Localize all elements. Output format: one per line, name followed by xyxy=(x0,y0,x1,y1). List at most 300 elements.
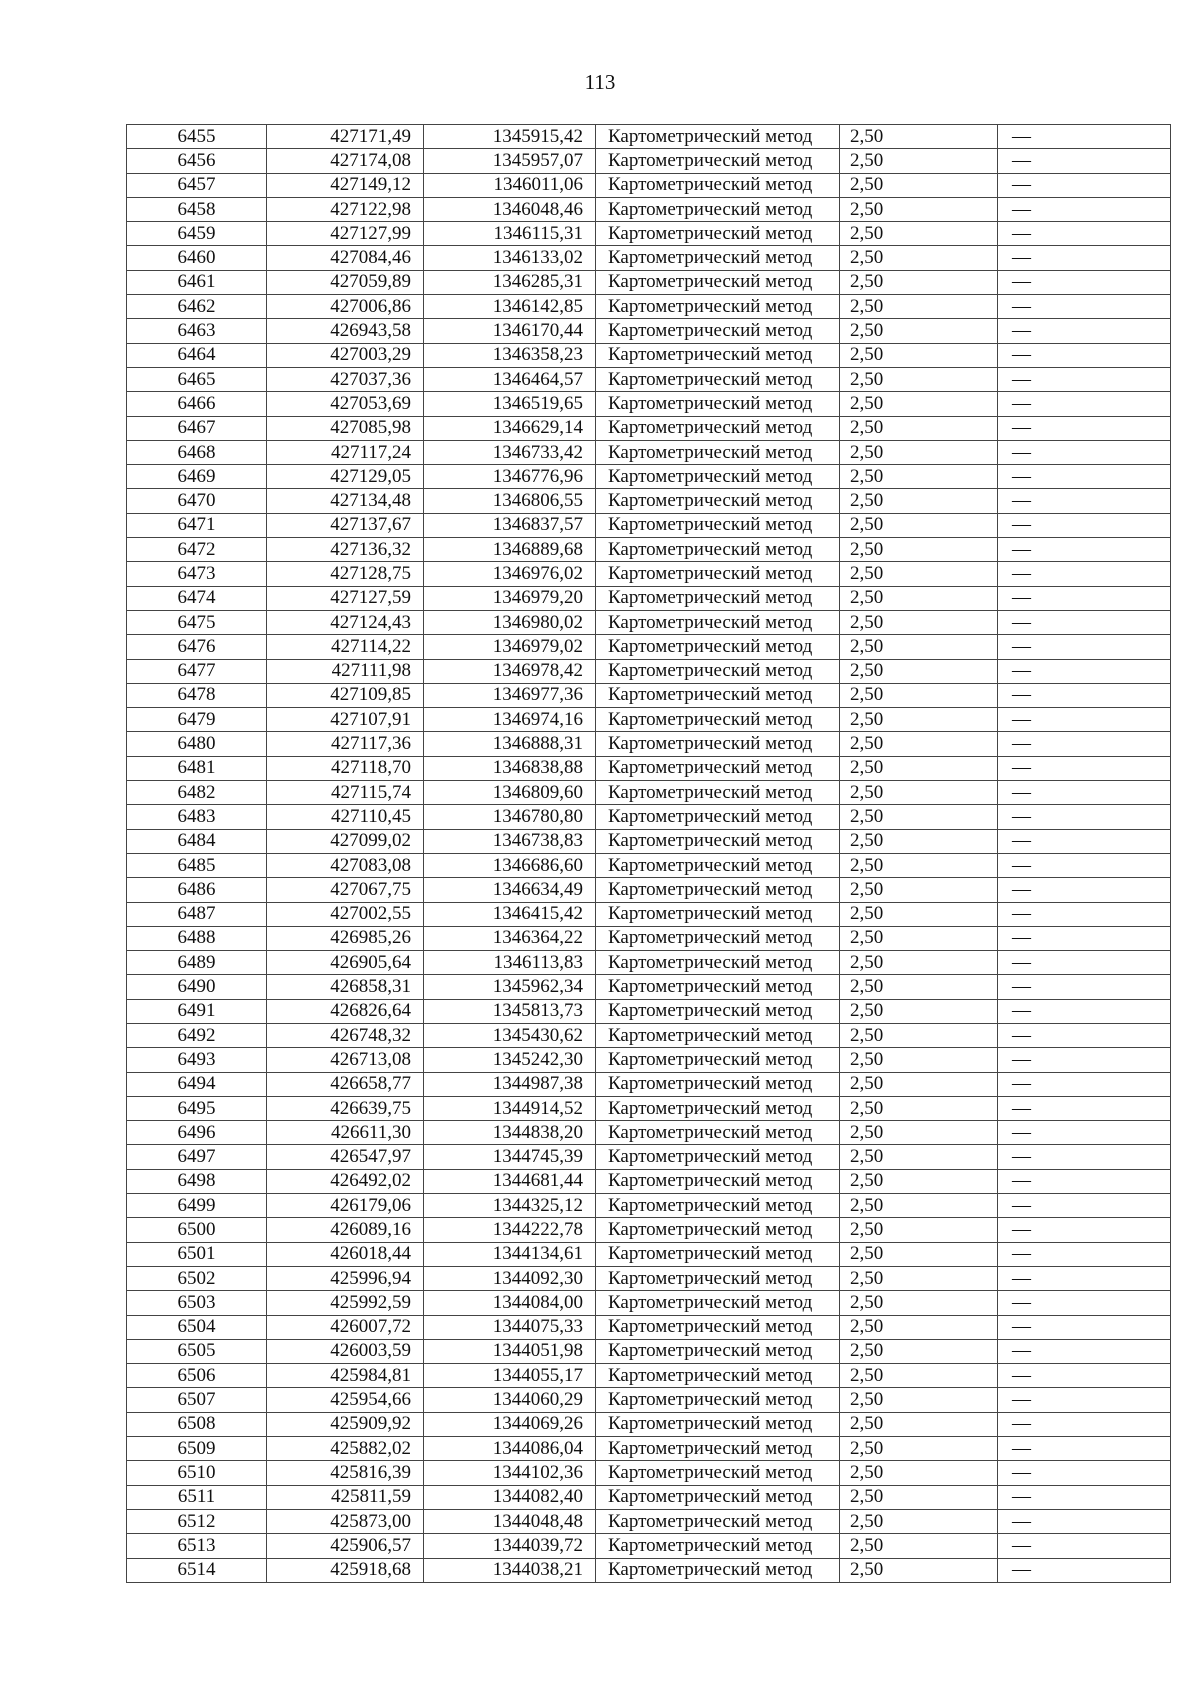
x-coordinate-cell: 427129,05 xyxy=(267,465,424,489)
x-coordinate-cell: 427111,98 xyxy=(267,659,424,683)
accuracy-cell: 2,50 xyxy=(840,999,998,1023)
point-number-cell: 6458 xyxy=(127,197,267,221)
x-coordinate-cell: 426003,59 xyxy=(267,1339,424,1363)
y-coordinate-cell: 1346115,31 xyxy=(424,222,596,246)
accuracy-cell: 2,50 xyxy=(840,538,998,562)
point-number-cell: 6480 xyxy=(127,732,267,756)
accuracy-cell: 2,50 xyxy=(840,586,998,610)
note-cell: — xyxy=(998,683,1171,707)
x-coordinate-cell: 427099,02 xyxy=(267,829,424,853)
y-coordinate-cell: 1344222,78 xyxy=(424,1218,596,1242)
x-coordinate-cell: 425909,92 xyxy=(267,1412,424,1436)
note-cell: — xyxy=(998,562,1171,586)
y-coordinate-cell: 1345915,42 xyxy=(424,125,596,149)
accuracy-cell: 2,50 xyxy=(840,1461,998,1485)
point-number-cell: 6479 xyxy=(127,708,267,732)
y-coordinate-cell: 1346519,65 xyxy=(424,392,596,416)
accuracy-cell: 2,50 xyxy=(840,295,998,319)
accuracy-cell: 2,50 xyxy=(840,1194,998,1218)
method-cell: Картометрический метод xyxy=(596,1315,840,1339)
note-cell: — xyxy=(998,270,1171,294)
x-coordinate-cell: 426905,64 xyxy=(267,951,424,975)
note-cell: — xyxy=(998,902,1171,926)
table-row xyxy=(127,1461,1171,1485)
x-coordinate-cell: 427117,36 xyxy=(267,732,424,756)
x-coordinate-cell: 427002,55 xyxy=(267,902,424,926)
y-coordinate-cell: 1344987,38 xyxy=(424,1072,596,1096)
x-coordinate-cell: 427085,98 xyxy=(267,416,424,440)
method-cell: Картометрический метод xyxy=(596,1558,840,1582)
point-number-cell: 6511 xyxy=(127,1485,267,1509)
note-cell: — xyxy=(998,708,1171,732)
accuracy-cell: 2,50 xyxy=(840,805,998,829)
x-coordinate-cell: 426611,30 xyxy=(267,1121,424,1145)
y-coordinate-cell: 1346838,88 xyxy=(424,756,596,780)
table-row xyxy=(127,1023,1171,1047)
point-number-cell: 6465 xyxy=(127,367,267,391)
y-coordinate-cell: 1346979,02 xyxy=(424,635,596,659)
note-cell: — xyxy=(998,319,1171,343)
x-coordinate-cell: 426547,97 xyxy=(267,1145,424,1169)
y-coordinate-cell: 1345957,07 xyxy=(424,149,596,173)
method-cell: Картометрический метод xyxy=(596,125,840,149)
x-coordinate-cell: 427117,24 xyxy=(267,440,424,464)
y-coordinate-cell: 1346142,85 xyxy=(424,295,596,319)
y-coordinate-cell: 1346837,57 xyxy=(424,513,596,537)
y-coordinate-cell: 1346634,49 xyxy=(424,878,596,902)
point-number-cell: 6507 xyxy=(127,1388,267,1412)
point-number-cell: 6510 xyxy=(127,1461,267,1485)
note-cell: — xyxy=(998,416,1171,440)
point-number-cell: 6493 xyxy=(127,1048,267,1072)
method-cell: Картометрический метод xyxy=(596,465,840,489)
point-number-cell: 6470 xyxy=(127,489,267,513)
note-cell: — xyxy=(998,1169,1171,1193)
note-cell: — xyxy=(998,1121,1171,1145)
y-coordinate-cell: 1346780,80 xyxy=(424,805,596,829)
note-cell: — xyxy=(998,975,1171,999)
y-coordinate-cell: 1345813,73 xyxy=(424,999,596,1023)
accuracy-cell: 2,50 xyxy=(840,1315,998,1339)
y-coordinate-cell: 1345430,62 xyxy=(424,1023,596,1047)
accuracy-cell: 2,50 xyxy=(840,343,998,367)
x-coordinate-cell: 426943,58 xyxy=(267,319,424,343)
point-number-cell: 6495 xyxy=(127,1096,267,1120)
method-cell: Картометрический метод xyxy=(596,1534,840,1558)
x-coordinate-cell: 426985,26 xyxy=(267,926,424,950)
y-coordinate-cell: 1344681,44 xyxy=(424,1169,596,1193)
y-coordinate-cell: 1344082,40 xyxy=(424,1485,596,1509)
y-coordinate-cell: 1346976,02 xyxy=(424,562,596,586)
point-number-cell: 6457 xyxy=(127,173,267,197)
table-row xyxy=(127,1339,1171,1363)
accuracy-cell: 2,50 xyxy=(840,1169,998,1193)
note-cell: — xyxy=(998,1339,1171,1363)
method-cell: Картометрический метод xyxy=(596,222,840,246)
y-coordinate-cell: 1346285,31 xyxy=(424,270,596,294)
y-coordinate-cell: 1346170,44 xyxy=(424,319,596,343)
table-row xyxy=(127,853,1171,877)
point-number-cell: 6474 xyxy=(127,586,267,610)
point-number-cell: 6471 xyxy=(127,513,267,537)
y-coordinate-cell: 1346133,02 xyxy=(424,246,596,270)
method-cell: Картометрический метод xyxy=(596,1339,840,1363)
method-cell: Картометрический метод xyxy=(596,951,840,975)
table-row xyxy=(127,562,1171,586)
point-number-cell: 6503 xyxy=(127,1291,267,1315)
accuracy-cell: 2,50 xyxy=(840,270,998,294)
y-coordinate-cell: 1344075,33 xyxy=(424,1315,596,1339)
accuracy-cell: 2,50 xyxy=(840,732,998,756)
point-number-cell: 6469 xyxy=(127,465,267,489)
y-coordinate-cell: 1344069,26 xyxy=(424,1412,596,1436)
note-cell: — xyxy=(998,1388,1171,1412)
point-number-cell: 6467 xyxy=(127,416,267,440)
y-coordinate-cell: 1344745,39 xyxy=(424,1145,596,1169)
x-coordinate-cell: 427124,43 xyxy=(267,610,424,634)
accuracy-cell: 2,50 xyxy=(840,1558,998,1582)
method-cell: Картометрический метод xyxy=(596,1364,840,1388)
point-number-cell: 6488 xyxy=(127,926,267,950)
x-coordinate-cell: 427118,70 xyxy=(267,756,424,780)
method-cell: Картометрический метод xyxy=(596,1266,840,1290)
method-cell: Картометрический метод xyxy=(596,1023,840,1047)
accuracy-cell: 2,50 xyxy=(840,1437,998,1461)
note-cell: — xyxy=(998,295,1171,319)
table-row xyxy=(127,610,1171,634)
point-number-cell: 6508 xyxy=(127,1412,267,1436)
note-cell: — xyxy=(998,367,1171,391)
point-number-cell: 6490 xyxy=(127,975,267,999)
y-coordinate-cell: 1344055,17 xyxy=(424,1364,596,1388)
note-cell: — xyxy=(998,926,1171,950)
point-number-cell: 6489 xyxy=(127,951,267,975)
table-row xyxy=(127,1145,1171,1169)
x-coordinate-cell: 425906,57 xyxy=(267,1534,424,1558)
point-number-cell: 6484 xyxy=(127,829,267,853)
y-coordinate-cell: 1346733,42 xyxy=(424,440,596,464)
x-coordinate-cell: 425996,94 xyxy=(267,1266,424,1290)
note-cell: — xyxy=(998,853,1171,877)
note-cell: — xyxy=(998,197,1171,221)
x-coordinate-cell: 427003,29 xyxy=(267,343,424,367)
table-row xyxy=(127,295,1171,319)
accuracy-cell: 2,50 xyxy=(840,1388,998,1412)
accuracy-cell: 2,50 xyxy=(840,610,998,634)
point-number-cell: 6505 xyxy=(127,1339,267,1363)
method-cell: Картометрический метод xyxy=(596,902,840,926)
point-number-cell: 6461 xyxy=(127,270,267,294)
x-coordinate-cell: 426826,64 xyxy=(267,999,424,1023)
note-cell: — xyxy=(998,1145,1171,1169)
table-row xyxy=(127,1315,1171,1339)
method-cell: Картометрический метод xyxy=(596,683,840,707)
point-number-cell: 6498 xyxy=(127,1169,267,1193)
y-coordinate-cell: 1344038,21 xyxy=(424,1558,596,1582)
y-coordinate-cell: 1346415,42 xyxy=(424,902,596,926)
accuracy-cell: 2,50 xyxy=(840,1121,998,1145)
method-cell: Картометрический метод xyxy=(596,367,840,391)
note-cell: — xyxy=(998,1509,1171,1533)
method-cell: Картометрический метод xyxy=(596,1169,840,1193)
method-cell: Картометрический метод xyxy=(596,586,840,610)
x-coordinate-cell: 425811,59 xyxy=(267,1485,424,1509)
table-row xyxy=(127,1485,1171,1509)
method-cell: Картометрический метод xyxy=(596,343,840,367)
note-cell: — xyxy=(998,538,1171,562)
table-row xyxy=(127,829,1171,853)
accuracy-cell: 2,50 xyxy=(840,125,998,149)
method-cell: Картометрический метод xyxy=(596,513,840,537)
y-coordinate-cell: 1346889,68 xyxy=(424,538,596,562)
y-coordinate-cell: 1346809,60 xyxy=(424,781,596,805)
point-number-cell: 6456 xyxy=(127,149,267,173)
x-coordinate-cell: 426748,32 xyxy=(267,1023,424,1047)
point-number-cell: 6462 xyxy=(127,295,267,319)
point-number-cell: 6501 xyxy=(127,1242,267,1266)
y-coordinate-cell: 1346888,31 xyxy=(424,732,596,756)
accuracy-cell: 2,50 xyxy=(840,659,998,683)
point-number-cell: 6509 xyxy=(127,1437,267,1461)
x-coordinate-cell: 426858,31 xyxy=(267,975,424,999)
x-coordinate-cell: 427107,91 xyxy=(267,708,424,732)
note-cell: — xyxy=(998,1266,1171,1290)
accuracy-cell: 2,50 xyxy=(840,416,998,440)
x-coordinate-cell: 427059,89 xyxy=(267,270,424,294)
table-row xyxy=(127,1364,1171,1388)
x-coordinate-cell: 427174,08 xyxy=(267,149,424,173)
point-number-cell: 6486 xyxy=(127,878,267,902)
y-coordinate-cell: 1344102,36 xyxy=(424,1461,596,1485)
accuracy-cell: 2,50 xyxy=(840,878,998,902)
accuracy-cell: 2,50 xyxy=(840,951,998,975)
note-cell: — xyxy=(998,392,1171,416)
accuracy-cell: 2,50 xyxy=(840,1072,998,1096)
x-coordinate-cell: 427114,22 xyxy=(267,635,424,659)
method-cell: Картометрический метод xyxy=(596,1461,840,1485)
point-number-cell: 6502 xyxy=(127,1266,267,1290)
method-cell: Картометрический метод xyxy=(596,1096,840,1120)
method-cell: Картометрический метод xyxy=(596,1242,840,1266)
point-number-cell: 6506 xyxy=(127,1364,267,1388)
point-number-cell: 6514 xyxy=(127,1558,267,1582)
note-cell: — xyxy=(998,805,1171,829)
method-cell: Картометрический метод xyxy=(596,149,840,173)
accuracy-cell: 2,50 xyxy=(840,1534,998,1558)
x-coordinate-cell: 425882,02 xyxy=(267,1437,424,1461)
point-number-cell: 6500 xyxy=(127,1218,267,1242)
table-row xyxy=(127,538,1171,562)
y-coordinate-cell: 1346974,16 xyxy=(424,708,596,732)
method-cell: Картометрический метод xyxy=(596,538,840,562)
point-number-cell: 6487 xyxy=(127,902,267,926)
table-row xyxy=(127,926,1171,950)
note-cell: — xyxy=(998,1096,1171,1120)
table-row xyxy=(127,319,1171,343)
note-cell: — xyxy=(998,610,1171,634)
x-coordinate-cell: 426007,72 xyxy=(267,1315,424,1339)
accuracy-cell: 2,50 xyxy=(840,319,998,343)
accuracy-cell: 2,50 xyxy=(840,708,998,732)
y-coordinate-cell: 1344325,12 xyxy=(424,1194,596,1218)
method-cell: Картометрический метод xyxy=(596,805,840,829)
method-cell: Картометрический метод xyxy=(596,416,840,440)
method-cell: Картометрический метод xyxy=(596,319,840,343)
y-coordinate-cell: 1346048,46 xyxy=(424,197,596,221)
coordinates-table-body xyxy=(127,125,1171,1583)
x-coordinate-cell: 427037,36 xyxy=(267,367,424,391)
table-row xyxy=(127,270,1171,294)
x-coordinate-cell: 425984,81 xyxy=(267,1364,424,1388)
table-row xyxy=(127,635,1171,659)
accuracy-cell: 2,50 xyxy=(840,1218,998,1242)
x-coordinate-cell: 427127,99 xyxy=(267,222,424,246)
note-cell: — xyxy=(998,829,1171,853)
table-row xyxy=(127,1266,1171,1290)
x-coordinate-cell: 426018,44 xyxy=(267,1242,424,1266)
table-row xyxy=(127,1072,1171,1096)
table-row xyxy=(127,197,1171,221)
table-row xyxy=(127,1437,1171,1461)
accuracy-cell: 2,50 xyxy=(840,756,998,780)
method-cell: Картометрический метод xyxy=(596,1509,840,1533)
accuracy-cell: 2,50 xyxy=(840,853,998,877)
table-row xyxy=(127,999,1171,1023)
x-coordinate-cell: 427067,75 xyxy=(267,878,424,902)
y-coordinate-cell: 1346977,36 xyxy=(424,683,596,707)
x-coordinate-cell: 427083,08 xyxy=(267,853,424,877)
accuracy-cell: 2,50 xyxy=(840,173,998,197)
accuracy-cell: 2,50 xyxy=(840,1485,998,1509)
accuracy-cell: 2,50 xyxy=(840,1291,998,1315)
x-coordinate-cell: 425992,59 xyxy=(267,1291,424,1315)
note-cell: — xyxy=(998,173,1171,197)
note-cell: — xyxy=(998,513,1171,537)
method-cell: Картометрический метод xyxy=(596,610,840,634)
table-row xyxy=(127,173,1171,197)
note-cell: — xyxy=(998,465,1171,489)
table-row xyxy=(127,732,1171,756)
point-number-cell: 6459 xyxy=(127,222,267,246)
table-row xyxy=(127,1388,1171,1412)
x-coordinate-cell: 427171,49 xyxy=(267,125,424,149)
table-row xyxy=(127,1509,1171,1533)
method-cell: Картометрический метод xyxy=(596,1412,840,1436)
note-cell: — xyxy=(998,125,1171,149)
y-coordinate-cell: 1344914,52 xyxy=(424,1096,596,1120)
x-coordinate-cell: 427137,67 xyxy=(267,513,424,537)
note-cell: — xyxy=(998,1412,1171,1436)
table-row xyxy=(127,1291,1171,1315)
method-cell: Картометрический метод xyxy=(596,756,840,780)
method-cell: Картометрический метод xyxy=(596,562,840,586)
table-row xyxy=(127,465,1171,489)
method-cell: Картометрический метод xyxy=(596,1218,840,1242)
note-cell: — xyxy=(998,781,1171,805)
x-coordinate-cell: 427134,48 xyxy=(267,489,424,513)
y-coordinate-cell: 1346011,06 xyxy=(424,173,596,197)
method-cell: Картометрический метод xyxy=(596,197,840,221)
method-cell: Картометрический метод xyxy=(596,926,840,950)
table-row xyxy=(127,222,1171,246)
y-coordinate-cell: 1346464,57 xyxy=(424,367,596,391)
note-cell: — xyxy=(998,999,1171,1023)
accuracy-cell: 2,50 xyxy=(840,1242,998,1266)
note-cell: — xyxy=(998,586,1171,610)
x-coordinate-cell: 427128,75 xyxy=(267,562,424,586)
accuracy-cell: 2,50 xyxy=(840,1412,998,1436)
table-row xyxy=(127,1242,1171,1266)
y-coordinate-cell: 1345962,34 xyxy=(424,975,596,999)
accuracy-cell: 2,50 xyxy=(840,975,998,999)
note-cell: — xyxy=(998,1291,1171,1315)
table-row xyxy=(127,1194,1171,1218)
note-cell: — xyxy=(998,1242,1171,1266)
accuracy-cell: 2,50 xyxy=(840,635,998,659)
x-coordinate-cell: 427053,69 xyxy=(267,392,424,416)
table-row xyxy=(127,1096,1171,1120)
method-cell: Картометрический метод xyxy=(596,392,840,416)
note-cell: — xyxy=(998,1315,1171,1339)
table-row xyxy=(127,416,1171,440)
method-cell: Картометрический метод xyxy=(596,246,840,270)
accuracy-cell: 2,50 xyxy=(840,926,998,950)
x-coordinate-cell: 426179,06 xyxy=(267,1194,424,1218)
y-coordinate-cell: 1346776,96 xyxy=(424,465,596,489)
point-number-cell: 6513 xyxy=(127,1534,267,1558)
x-coordinate-cell: 426658,77 xyxy=(267,1072,424,1096)
method-cell: Картометрический метод xyxy=(596,708,840,732)
table-row xyxy=(127,1558,1171,1582)
point-number-cell: 6466 xyxy=(127,392,267,416)
point-number-cell: 6491 xyxy=(127,999,267,1023)
point-number-cell: 6494 xyxy=(127,1072,267,1096)
table-row xyxy=(127,1048,1171,1072)
y-coordinate-cell: 1344048,48 xyxy=(424,1509,596,1533)
note-cell: — xyxy=(998,1194,1171,1218)
x-coordinate-cell: 427115,74 xyxy=(267,781,424,805)
table-row xyxy=(127,246,1171,270)
y-coordinate-cell: 1344134,61 xyxy=(424,1242,596,1266)
x-coordinate-cell: 426639,75 xyxy=(267,1096,424,1120)
y-coordinate-cell: 1344084,00 xyxy=(424,1291,596,1315)
note-cell: — xyxy=(998,1534,1171,1558)
method-cell: Картометрический метод xyxy=(596,659,840,683)
y-coordinate-cell: 1346806,55 xyxy=(424,489,596,513)
note-cell: — xyxy=(998,1072,1171,1096)
method-cell: Картометрический метод xyxy=(596,1194,840,1218)
table-row xyxy=(127,902,1171,926)
table-row xyxy=(127,708,1171,732)
method-cell: Картометрический метод xyxy=(596,173,840,197)
x-coordinate-cell: 426089,16 xyxy=(267,1218,424,1242)
method-cell: Картометрический метод xyxy=(596,635,840,659)
y-coordinate-cell: 1344039,72 xyxy=(424,1534,596,1558)
accuracy-cell: 2,50 xyxy=(840,489,998,513)
y-coordinate-cell: 1346358,23 xyxy=(424,343,596,367)
table-row xyxy=(127,513,1171,537)
x-coordinate-cell: 425873,00 xyxy=(267,1509,424,1533)
table-row xyxy=(127,149,1171,173)
table-row xyxy=(127,489,1171,513)
method-cell: Картометрический метод xyxy=(596,1121,840,1145)
table-row xyxy=(127,756,1171,780)
method-cell: Картометрический метод xyxy=(596,999,840,1023)
method-cell: Картометрический метод xyxy=(596,781,840,805)
method-cell: Картометрический метод xyxy=(596,1437,840,1461)
point-number-cell: 6475 xyxy=(127,610,267,634)
accuracy-cell: 2,50 xyxy=(840,1509,998,1533)
